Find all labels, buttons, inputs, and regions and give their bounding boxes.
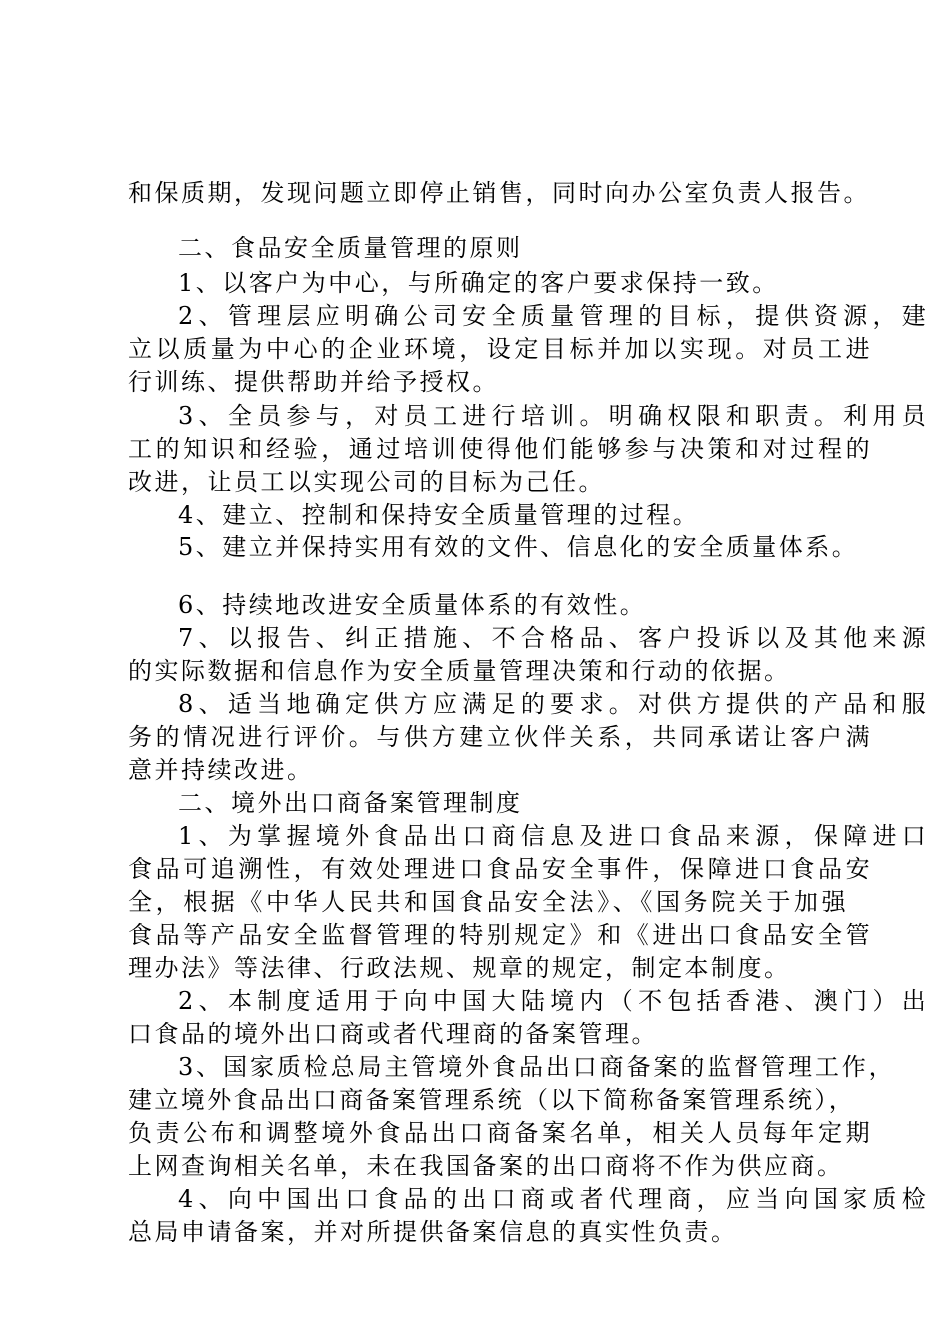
list-item-2: 2、管理层应明确公司安全质量管理的目标，提供资源，建	[178, 302, 932, 330]
body-text-line: 意并持续改进。	[128, 756, 314, 784]
list-item-3: 3、国家质检总局主管境外食品出口商备案的监督管理工作，	[178, 1053, 896, 1081]
body-text-line: 立以质量为中心的企业环境，设定目标并加以实现。对员工进	[128, 335, 874, 363]
body-text-line: 务的情况进行评价。与供方建立伙伴关系，共同承诺让客户满	[128, 723, 874, 751]
body-text-line: 工的知识和经验，通过培训使得他们能够参与决策和对过程的	[128, 435, 874, 463]
body-text-line: 总局申请备案，并对所提供备案信息的真实性负责。	[128, 1218, 738, 1246]
body-text-line: 上网查询相关名单，未在我国备案的出口商将不作为供应商。	[128, 1152, 844, 1180]
section-heading: 二、食品安全质量管理的原则	[178, 234, 523, 262]
body-text-line: 食品可追溯性，有效处理进口食品安全事件，保障进口食品安	[128, 855, 874, 883]
list-item-1: 1、为掌握境外食品出口商信息及进口食品来源，保障进口	[178, 822, 932, 850]
body-text-line: 行训练、提供帮助并给予授权。	[128, 368, 499, 396]
list-item-4: 4、建立、控制和保持安全质量管理的过程。	[178, 501, 700, 529]
list-item-4: 4、向中国出口食品的出口商或者代理商，应当向国家质检	[178, 1185, 932, 1213]
section-heading: 二、境外出口商备案管理制度	[178, 789, 523, 817]
body-text-line: 负责公布和调整境外食品出口商备案名单，相关人员每年定期	[128, 1119, 874, 1147]
list-item-7: 7、以报告、纠正措施、不合格品、客户投诉以及其他来源	[178, 624, 932, 652]
body-text-line: 建立境外食品出口商备案管理系统（以下简称备案管理系统），	[128, 1086, 856, 1114]
body-text-line: 和保质期，发现问题立即停止销售，同时向办公室负责人报告。	[128, 179, 870, 207]
body-text-line: 的实际数据和信息作为安全质量管理决策和行动的依据。	[128, 657, 791, 685]
list-item-2: 2、本制度适用于向中国大陆境内（不包括香港、澳门）出	[178, 987, 932, 1015]
list-item-1: 1、以客户为中心，与所确定的客户要求保持一致。	[178, 269, 779, 297]
body-text-line: 改进，让员工以实现公司的目标为己任。	[128, 468, 605, 496]
list-item-8: 8、适当地确定供方应满足的要求。对供方提供的产品和服	[178, 690, 932, 718]
body-text-line: 理办法》等法律、行政法规、规章的规定，制定本制度。	[128, 954, 791, 982]
list-item-6: 6、持续地改进安全质量体系的有效性。	[178, 591, 647, 619]
body-text-line: 食品等产品安全监督管理的特别规定》和《进出口食品安全管	[128, 921, 874, 949]
body-text-line: 全，根据《中华人民共和国食品安全法》、《国务院关于加强	[128, 888, 850, 916]
list-item-5: 5、建立并保持实用有效的文件、信息化的安全质量体系。	[178, 533, 859, 561]
body-text-line: 口食品的境外出口商或者代理商的备案管理。	[128, 1020, 658, 1048]
list-item-3: 3、全员参与，对员工进行培训。明确权限和职责。利用员	[178, 402, 932, 430]
